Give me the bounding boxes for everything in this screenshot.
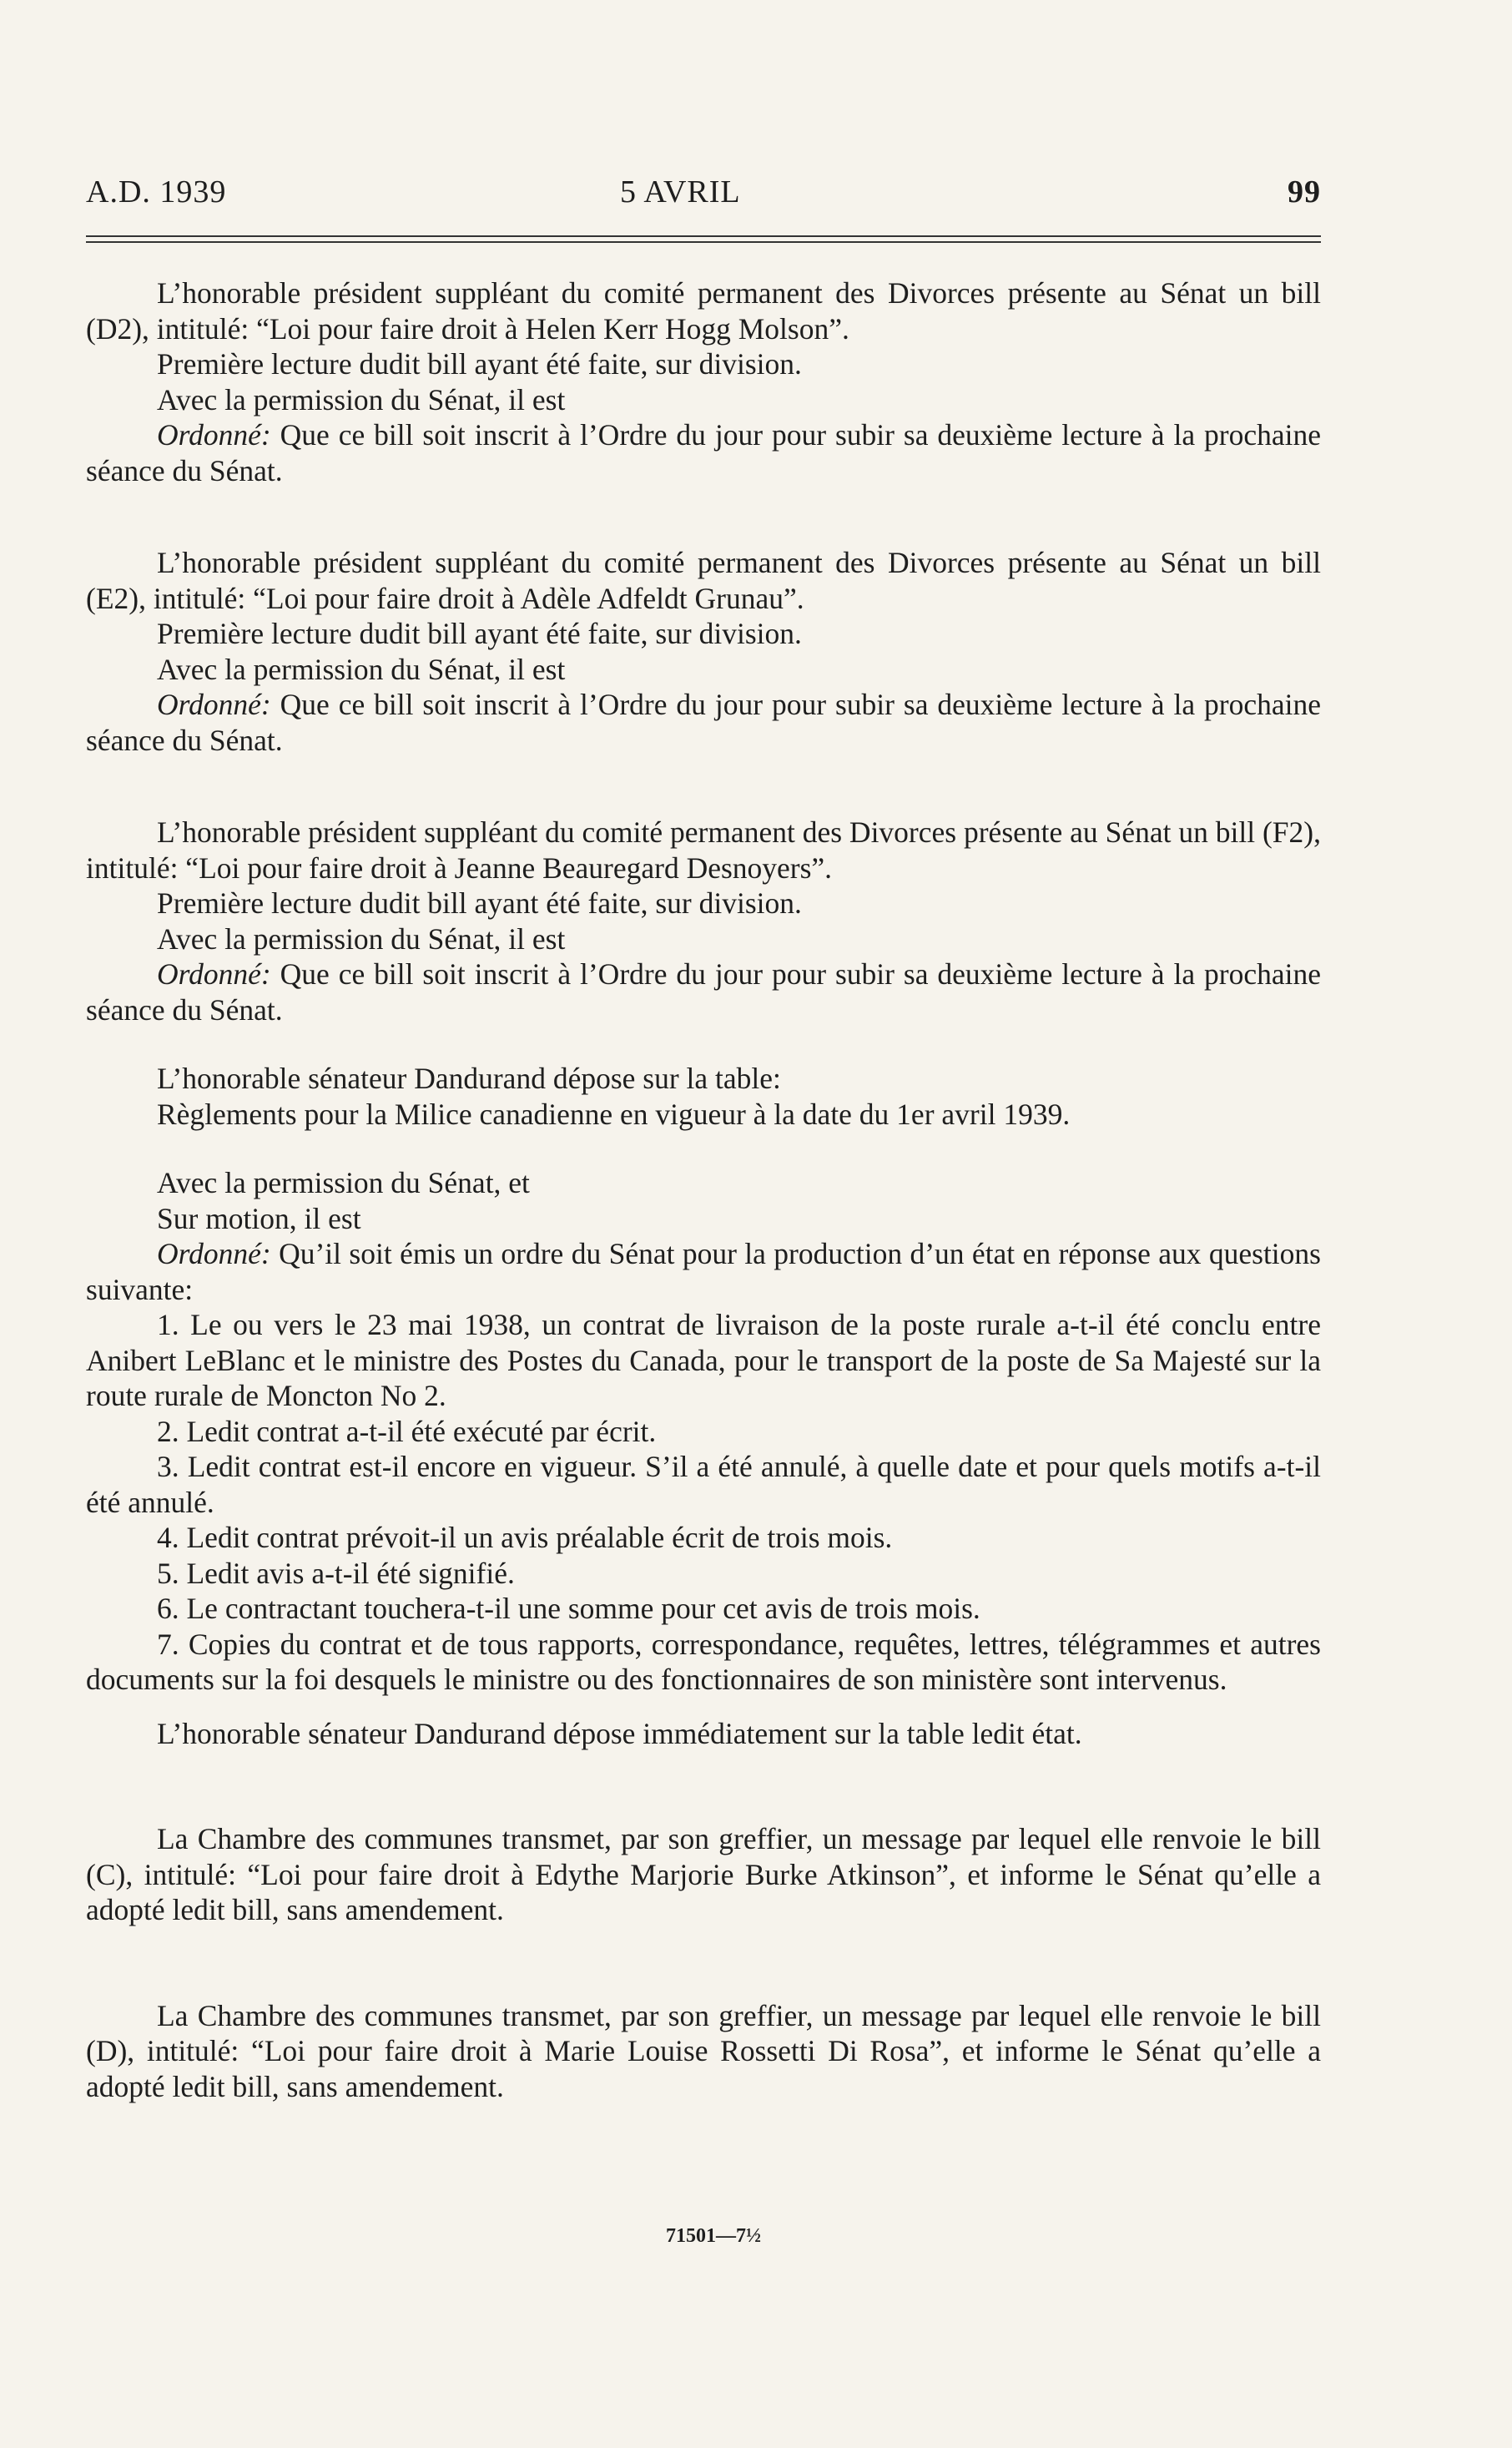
order-paragraph xyxy=(86,1236,1321,1307)
question-item: 7. Copies du contrat et de tous rapports, correspondance, requêtes, lettres, télégrammes et autres documents sur la foi desquels le ministre ou des fonctionnaires de son ministère sont intervenus. xyxy=(86,1627,1321,1696)
paragraph: La Chambre des communes transmet, par son greffier, un message par lequel elle renvoie le bill (D), intitulé: “Loi pour faire droit à Marie Louise Rossetti Di Rosa”, et informe le Sénat qu’elle a adopté ledit bill, sans amendement. xyxy=(86,1998,1321,2103)
paragraph: Première lecture dudit bill ayant été faite, sur division. xyxy=(157,617,802,650)
order-label: Ordonné: xyxy=(157,957,271,991)
order-paragraph xyxy=(86,417,1321,488)
order-text: Que ce bill soit inscrit à l’Ordre du jour pour subir sa deuxième lecture à la prochaine séance du Sénat. xyxy=(86,688,1321,757)
question-item: 5. Ledit avis a-t-il été signifié. xyxy=(157,1556,515,1590)
page-header xyxy=(86,174,1321,215)
paragraph: Première lecture dudit bill ayant été faite, sur division. xyxy=(157,886,802,920)
header-date: 5 AVRIL xyxy=(620,174,741,209)
paragraph: Avec la permission du Sénat, et xyxy=(157,1166,530,1199)
paragraph: Sur motion, il est xyxy=(157,1201,361,1235)
header-year: A.D. 1939 xyxy=(86,174,227,209)
order-text: Que ce bill soit inscrit à l’Ordre du jour pour subir sa deuxième lecture à la prochaine séance du Sénat. xyxy=(86,418,1321,487)
paragraph: L’honorable président suppléant du comité permanent des Divorces présente au Sénat un bill (E2), intitulé: “Loi pour faire droit à Adèle Adfeldt Grunau”. xyxy=(86,546,1321,615)
paragraph: Première lecture dudit bill ayant été faite, sur division. xyxy=(157,347,802,381)
paragraph: Avec la permission du Sénat, il est xyxy=(157,382,566,416)
order-text: Que ce bill soit inscrit à l’Ordre du jour pour subir sa deuxième lecture à la prochaine séance du Sénat. xyxy=(86,957,1321,1027)
paragraph: L’honorable président suppléant du comité permanent des Divorces présente au Sénat un bill (F2), intitulé: “Loi pour faire droit à Jeanne Beauregard Desnoyers”. xyxy=(86,815,1321,885)
header-rule xyxy=(86,241,1321,243)
paragraph: L’honorable président suppléant du comité permanent des Divorces présente au Sénat un bill (D2), intitulé: “Loi pour faire droit à Helen Kerr Hogg Molson”. xyxy=(86,276,1321,346)
page-number: 99 xyxy=(1288,174,1321,209)
order-text: Qu’il soit émis un ordre du Sénat pour la production d’un état en réponse aux questions suivante: xyxy=(86,1237,1321,1306)
question-item: 1. Le ou vers le 23 mai 1938, un contrat de livraison de la poste rurale a-t-il été conclu entre Anibert LeBlanc et le ministre des Postes du Canada, pour le transport de la poste de Sa Majesté sur la route rurale de Moncton No 2. xyxy=(86,1308,1321,1412)
paragraph: Avec la permission du Sénat, il est xyxy=(157,921,566,956)
header-rule xyxy=(86,235,1321,237)
question-item: 2. Ledit contrat a-t-il été exécuté par écrit. xyxy=(157,1414,657,1448)
order-label: Ordonné: xyxy=(157,418,271,452)
question-item: 6. Le contractant touchera-t-il une somme pour cet avis de trois mois. xyxy=(157,1592,980,1625)
document-body xyxy=(86,275,1321,2104)
paragraph: La Chambre des communes transmet, par son greffier, un message par lequel elle renvoie le bill (C), intitulé: “Loi pour faire droit à Edythe Marjorie Burke Atkinson”, et informe le Sénat qu’elle a adopté ledit bill, sans amendement. xyxy=(86,1822,1321,1926)
paragraph: L’honorable sénateur Dandurand dépose sur la table: xyxy=(157,1062,781,1095)
order-label: Ordonné: xyxy=(157,1237,271,1270)
question-item: 4. Ledit contrat prévoit-il un avis préalable écrit de trois mois. xyxy=(157,1521,893,1554)
order-paragraph xyxy=(86,687,1321,758)
order-paragraph xyxy=(86,956,1321,1027)
order-label: Ordonné: xyxy=(157,688,271,721)
question-item: 3. Ledit contrat est-il encore en vigueur. S’il a été annulé, à quelle date et pour quels motifs a-t-il été annulé. xyxy=(86,1450,1321,1519)
paragraph: L’honorable sénateur Dandurand dépose immédiatement sur la table ledit état. xyxy=(157,1716,1082,1750)
paragraph: Règlements pour la Milice canadienne en vigueur à la date du 1er avril 1939. xyxy=(157,1097,1071,1131)
print-code: 71501—7½ xyxy=(666,2225,761,2247)
paragraph: Avec la permission du Sénat, il est xyxy=(157,652,566,686)
